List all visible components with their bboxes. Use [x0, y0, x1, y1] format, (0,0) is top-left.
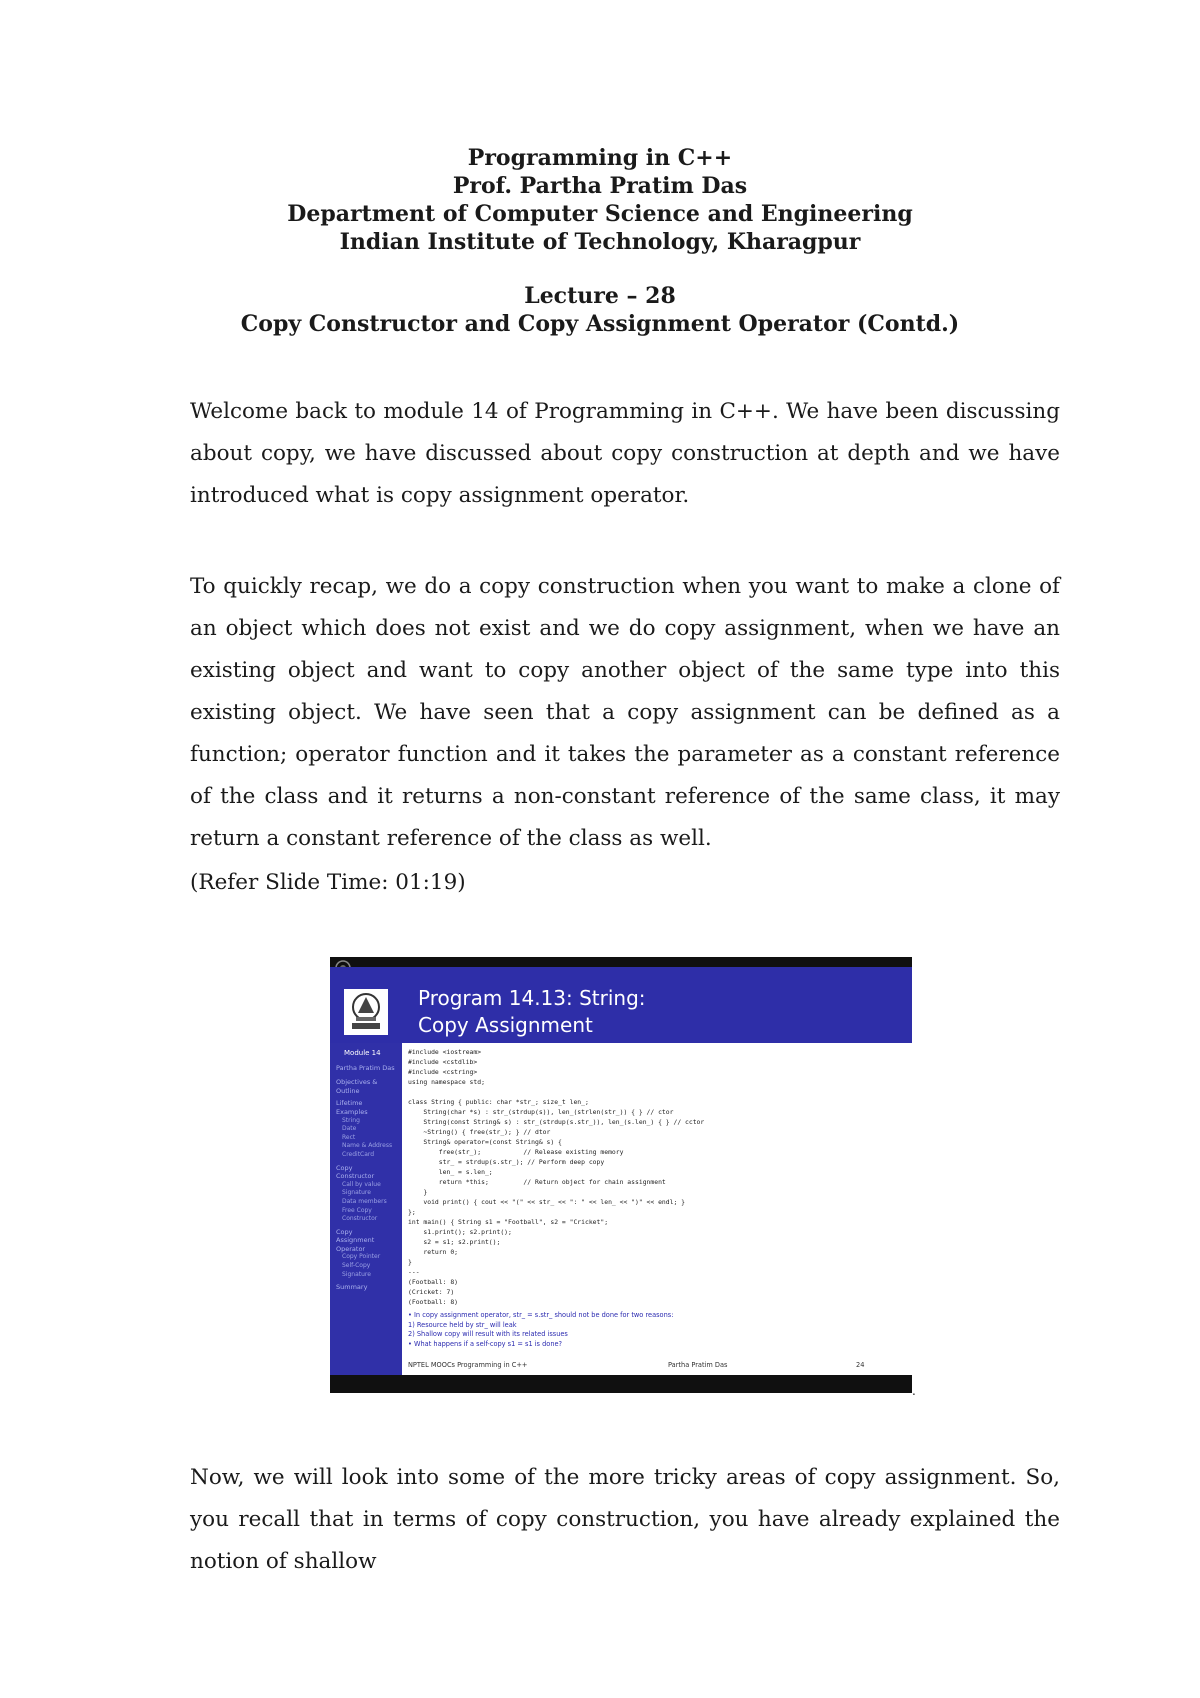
sidebar-subitem: Rect	[342, 1133, 356, 1141]
sidebar-item: Objectives &	[336, 1078, 378, 1087]
sidebar-module: Module 14	[344, 1049, 381, 1057]
sidebar-item: Outline	[336, 1086, 360, 1095]
slide-bullet: • In copy assignment operator, str_ = s.str_ should not be done for two reasons:	[408, 1311, 674, 1319]
slide-title-line2: Copy Assignment	[418, 1013, 593, 1037]
sidebar-subitem: String	[342, 1116, 360, 1124]
lecture-topic: Copy Constructor and Copy Assignment Operator (Contd.)	[240, 311, 960, 337]
sidebar-subitem: Signature	[342, 1189, 371, 1197]
sidebar-item: Lifetime	[336, 1099, 363, 1108]
slide-bottom-bar	[330, 1375, 912, 1393]
sidebar-subitem: Date	[342, 1125, 357, 1133]
professor-name: Prof. Partha Pratim Das	[452, 173, 748, 199]
lecture-number: Lecture – 28	[524, 283, 676, 309]
sidebar-item: Summary	[336, 1283, 368, 1292]
sidebar-item: Copy	[336, 1163, 353, 1172]
sidebar-item: Examples	[336, 1107, 368, 1116]
paragraph-tricky-areas: Now, we will look into some of the more tricky areas of copy assignment. So, you recall that in terms of copy construction, you have already explained the notion of shallow	[190, 1465, 1060, 1574]
sidebar-current-item: Copy Pointer	[342, 1253, 381, 1261]
sidebar-subitem: Constructor	[342, 1215, 378, 1223]
sidebar-author: Partha Pratim Das	[336, 1063, 395, 1072]
sidebar-item: Assignment	[336, 1236, 375, 1245]
course-title: Programming in C++	[467, 145, 733, 171]
institute-name: Indian Institute of Technology, Kharagpur	[339, 229, 861, 255]
slide-content	[402, 1043, 912, 1375]
slide-title-bar	[330, 967, 912, 1043]
sidebar-subitem: CreditCard	[342, 1150, 375, 1158]
slide-title-line1: Program 14.13: String:	[418, 986, 646, 1010]
sidebar-item: Copy	[336, 1227, 353, 1236]
sidebar-item: Operator	[336, 1244, 366, 1253]
lecture-slide-image	[330, 957, 912, 1393]
iit-kharagpur-logo-icon	[344, 989, 388, 1035]
slide-bullet: • What happens if a self-copy s1 = s1 is done?	[408, 1339, 563, 1348]
slide-bullets	[408, 1311, 673, 1349]
sidebar-subitem: Signature	[342, 1270, 371, 1278]
slide-footer-page: 24	[856, 1361, 865, 1369]
document-header	[0, 144, 1200, 338]
sidebar-subitem: Call by value	[342, 1180, 381, 1188]
slide-title	[418, 985, 646, 1039]
slide-bullet: 1) Resource held by str_ will leak	[408, 1320, 517, 1329]
slide-sidebar	[330, 1043, 402, 1375]
slide-footer-course: NPTEL MOOCs Programming in C++	[408, 1361, 528, 1369]
sidebar-subitem: Data members	[342, 1197, 387, 1205]
refer-slide-time: (Refer Slide Time: 01:19)	[190, 870, 466, 895]
paragraph-intro: Welcome back to module 14 of Programming in C++. We have been discussing about copy, we have discussed about copy construction at depth and we have introduced what is copy assignment operator.	[190, 399, 1060, 508]
slide-bullet: 2) Shallow copy will result with its related issues	[408, 1330, 568, 1338]
slide-code-listing: #include <iostream> #include <cstdlib> #include <cstring> using namespace std; class String { public: char *str_; size_t len_; String(char *s) : str_(strdup(s)), len_(strlen(str_)) { } // ctor String(const String& s) : str_(strdup(s.str_)), len_(s.len_) { } // cctor ~String() { free(str_); } // dtor String& operator=(const String& s) { free(str_); // Release existing memory str_ = strdup(s.str_); // Perform deep copy len_ = s.len_; return *this; // Return object for chain assignment } void print() { cout << "(" << str_ << ": " << len_ << ")" << endl; } }; int main() { String s1 = "Football", s2 = "Cricket"; s1.print(); s2.print(); s2 = s1; s2.print(); return 0; } --- (Football: 8) (Cricket: 7) (Football: 8)	[408, 1048, 705, 1306]
slide-footer-author: Partha Pratim Das	[668, 1361, 728, 1369]
sidebar-item: Constructor	[336, 1172, 375, 1181]
paragraph-recap: To quickly recap, we do a copy construction when you want to make a clone of an object which does not exist and we do copy assignment, when we have an existing object and want to copy another object of the same type into this existing object. We have seen that a copy assignment can be defined as a function; operator function and it takes the parameter as a constant reference of the class and it returns a non-constant reference of the same class, it may return a constant reference of the class as well.	[190, 574, 1060, 851]
department-name: Department of Computer Science and Engineering	[287, 201, 913, 227]
sidebar-subitem: Self-Copy	[342, 1262, 371, 1270]
sidebar-subitem: Name & Address	[342, 1142, 393, 1150]
trailing-period: .	[912, 1384, 916, 1398]
sidebar-subitem: Free Copy	[342, 1206, 372, 1214]
